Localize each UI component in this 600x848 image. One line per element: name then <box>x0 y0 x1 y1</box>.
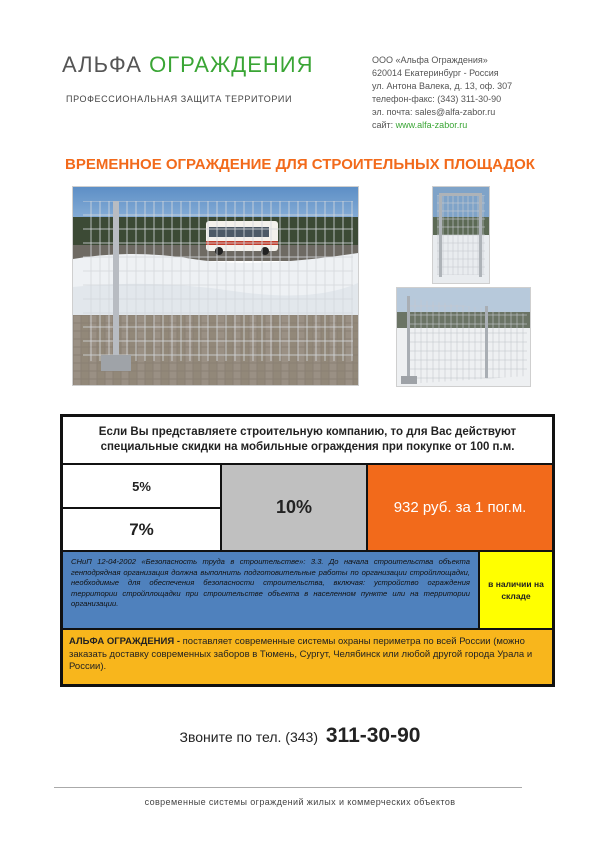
discount-10-cell: 10% <box>221 464 367 551</box>
site-label: сайт: <box>372 120 394 130</box>
about-company <box>62 629 553 685</box>
gate-fence-photo <box>432 186 490 284</box>
city-line: 620014 Екатеринбург - Россия <box>372 68 499 78</box>
call-prefix: Звоните по тел. (343) <box>179 729 318 745</box>
site-link[interactable]: www.alfa-zabor.ru <box>395 120 468 130</box>
about-brand: АЛЬФА ОГРАЖДЕНИЯ - <box>69 636 180 647</box>
logo-word-alfa: АЛЬФА <box>62 52 142 77</box>
fence-gate-image <box>433 187 489 283</box>
phone-line: телефон-факс: (343) 311-30-90 <box>372 94 502 104</box>
footer-divider <box>54 787 522 788</box>
price-cell: 932 руб. за 1 пог.м. <box>367 464 553 551</box>
snow-fence-photo <box>396 287 531 387</box>
logo-word-ograzhdeniya: ОГРАЖДЕНИЯ <box>149 52 314 77</box>
discount-5-cell: 5% <box>62 464 221 508</box>
company-name: ООО «Альфа Ограждения» <box>372 55 488 65</box>
fence-panels-image <box>397 288 530 386</box>
offer-table <box>60 414 555 687</box>
contact-block <box>372 54 512 132</box>
street-line: ул. Антона Валека, д. 13, оф. 307 <box>372 81 513 91</box>
phone-number[interactable]: 311-30-90 <box>325 724 421 747</box>
company-logo <box>62 52 313 78</box>
about-text: поставляет современные системы охраны периметра по всей России (можно заказать доставку современных заборов в Тюмень, Сургут, Челябинск или любой другой города Урала и России). <box>69 636 533 672</box>
footer-slogan: современные системы ограждений жилых и коммерческих объектов <box>144 797 456 807</box>
site-line <box>372 119 512 132</box>
tagline: ПРОФЕССИОНАЛЬНАЯ ЗАЩИТА ТЕРРИТОРИИ <box>66 94 293 104</box>
discount-7-cell: 7% <box>62 508 221 551</box>
page-title: ВРЕМЕННОЕ ОГРАЖДЕНИЕ ДЛЯ СТРОИТЕЛЬНЫХ ПЛОЩАДОК <box>65 156 535 173</box>
email-line[interactable]: эл. почта: sales@alfa-zabor.ru <box>372 107 496 117</box>
snip-quote: СНиП 12-04-2002 «Безопасность труда в строительстве»: 3.3. До начала строительства объекта генподрядная организация должна выполнить подготовительные работы по организации стройплощадки, необходимые для обеспечения безопасности строительства, включая: устройство ограждения территории стройплощадки при строительстве объекта в населенном пункте или на территории организации. <box>62 551 479 629</box>
offer-header: Если Вы представляете строительную компанию, то для Вас действуют специальные скидки на мобильные ограждения при покупке от 100 п.м. <box>62 416 553 464</box>
main-fence-photo <box>72 186 359 386</box>
fence-with-bus-image <box>73 187 358 385</box>
in-stock-badge: в наличии на складе <box>479 551 553 629</box>
call-to-action <box>0 724 600 748</box>
